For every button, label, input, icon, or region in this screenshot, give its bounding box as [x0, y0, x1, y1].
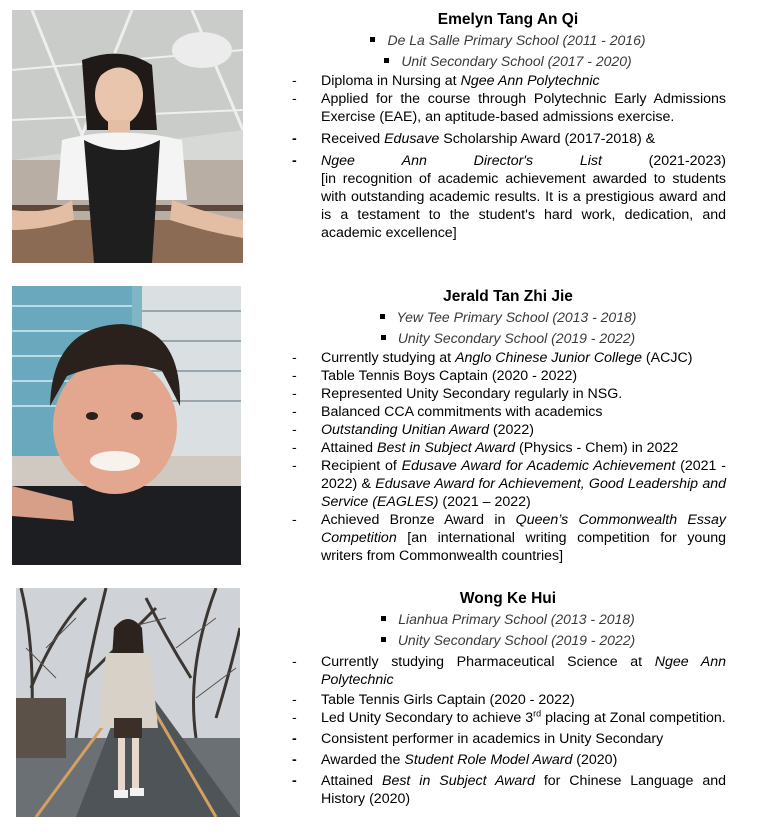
- achievement-list: [290, 653, 726, 808]
- achievement-item: - Led Unity Secondary to achieve 3rd placing at Zonal competition.: [292, 708, 726, 726]
- school-item: Unity Secondary School (2019 - 2022): [290, 630, 726, 651]
- achievement-list: [290, 72, 726, 242]
- bullet-square-icon: [380, 314, 385, 319]
- bullet-square-icon: [381, 616, 386, 621]
- achievement-item: - Ngee Ann Director's List (2021-2023) [in recognition of academic achievement awarded to students with outstanding academic results. It is a prestigious award and is a testament to the student's hard work, dedication, and academic excellence]: [292, 153, 726, 241]
- achievement-item: - Achieved Bronze Award in Queen’s Commonwealth Essay Competition [an international writing competition for young writers from Commonwealth countries]: [292, 512, 726, 564]
- bullet-square-icon: [370, 37, 375, 42]
- profile-jerald: [290, 287, 726, 565]
- profile-photo-wong: [16, 588, 240, 817]
- achievement-item: - Recipient of Edusave Award for Academic Achievement (2021 - 2022) & Edusave Award for Achievement, Good Leadership and Service (EAGLES) (2021 – 2022): [292, 458, 726, 510]
- achievement-item: - Outstanding Unitian Award (2022): [292, 422, 534, 438]
- achievement-item: - Table Tennis Girls Captain (2020 - 2022): [292, 692, 575, 708]
- achievement-item: - Attained Best in Subject Award for Chinese Language and History (2020): [292, 773, 726, 807]
- profile-photo-emelyn: [12, 10, 243, 263]
- school-list: [290, 30, 726, 72]
- achievement-item: - Consistent performer in academics in Unity Secondary: [292, 731, 664, 747]
- achievement-item: - Applied for the course through Polytechnic Early Admissions Exercise (EAE), an aptitude-based admissions exercise.: [292, 91, 726, 125]
- school-list: [290, 307, 726, 349]
- achievement-item: - Currently studying at Anglo Chinese Junior College (ACJC): [292, 350, 693, 366]
- achievement-item: - Diploma in Nursing at Ngee Ann Polytechnic: [292, 73, 600, 89]
- achievement-item: - Received Edusave Scholarship Award (2017-2018) &: [292, 131, 656, 147]
- school-item: De La Salle Primary School (2011 - 2016): [290, 30, 726, 51]
- profile-name: Wong Ke Hui: [459, 590, 557, 607]
- profile-wong: [290, 589, 726, 808]
- profile-photo-jerald: [12, 286, 241, 565]
- achievement-list: [290, 349, 726, 565]
- school-item: Unity Secondary School (2019 - 2022): [290, 328, 726, 349]
- school-item: Unit Secondary School (2017 - 2020): [290, 51, 726, 72]
- achievement-item: - Represented Unity Secondary regularly in NSG.: [292, 386, 623, 402]
- profile-name: Emelyn Tang An Qi: [437, 11, 579, 28]
- achievement-item: - Currently studying Pharmaceutical Science at Ngee Ann Polytechnic: [292, 654, 726, 688]
- bullet-square-icon: [381, 335, 386, 340]
- bullet-square-icon: [381, 637, 386, 642]
- school-item: Yew Tee Primary School (2013 - 2018): [290, 307, 726, 328]
- bullet-square-icon: [384, 58, 389, 63]
- achievement-item: - Table Tennis Boys Captain (2020 - 2022): [292, 368, 578, 384]
- profile-emelyn: [290, 10, 726, 242]
- profile-name: Jerald Tan Zhi Jie: [443, 288, 573, 305]
- school-item: Lianhua Primary School (2013 - 2018): [290, 609, 726, 630]
- school-list: [290, 609, 726, 651]
- achievement-item: - Balanced CCA commitments with academics: [292, 404, 603, 420]
- achievement-item: - Attained Best in Subject Award (Physics - Chem) in 2022: [292, 440, 679, 456]
- achievement-item: - Awarded the Student Role Model Award (2020): [292, 752, 618, 768]
